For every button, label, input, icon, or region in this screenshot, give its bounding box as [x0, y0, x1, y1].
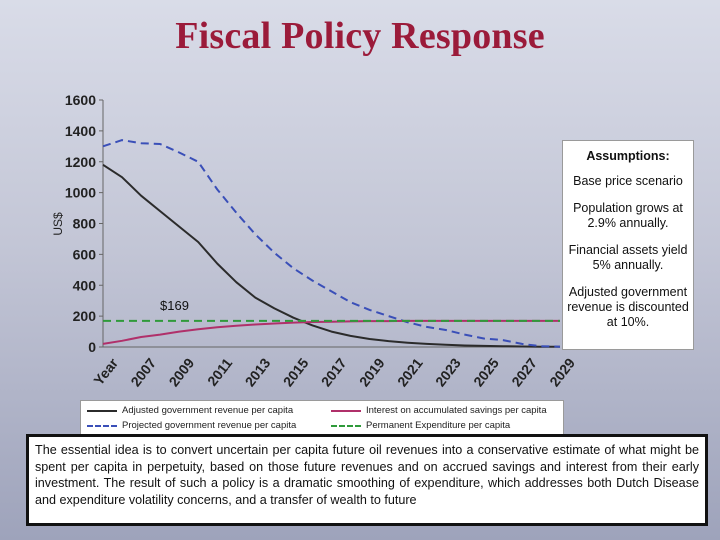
- x-tick-label: 2019: [355, 355, 388, 390]
- assumption-item: Adjusted government revenue is discounted at 10%.: [567, 285, 689, 329]
- assumption-item: Base price scenario: [573, 174, 683, 188]
- y-tick-label: 200: [72, 308, 96, 325]
- x-tick-label: Year: [90, 355, 122, 389]
- y-axis-ticks: [65, 92, 103, 355]
- y-axis-label: US$: [51, 212, 65, 236]
- x-tick-label: 2023: [432, 355, 464, 390]
- legend-item-permanent: [331, 420, 510, 431]
- legend-item-interest: [331, 405, 547, 416]
- y-tick-label: 1600: [64, 92, 96, 108]
- legend-item-adjusted: [87, 405, 293, 416]
- legend-label: Permanent Expenditure per capita: [366, 420, 511, 431]
- annotation-169: $169: [160, 298, 189, 313]
- slide-title: Fiscal Policy Response: [175, 15, 545, 57]
- x-tick-label: 2013: [241, 355, 274, 390]
- x-tick-label: 2027: [508, 355, 541, 390]
- y-tick-label: 1200: [64, 153, 96, 170]
- x-tick-label: 2007: [127, 355, 160, 390]
- assumption-item: Financial assets yield 5% annually.: [568, 243, 688, 272]
- y-tick-label: 400: [72, 277, 96, 294]
- x-tick-label: 2029: [546, 355, 579, 390]
- legend-swatch: [87, 425, 117, 427]
- y-tick-label: 1400: [64, 122, 96, 139]
- x-tick-label: 2021: [393, 355, 426, 390]
- legend-label: Adjusted government revenue per capita: [122, 405, 294, 416]
- y-tick-label: 1000: [64, 184, 96, 201]
- explanation-textbox: The essential idea is to convert uncertain per capita future oil revenues into a conservative estimate of what might be spent per capita in perpetuity, based on those future revenues and on accrued savings and interest from their early investment. The result of such a policy is a dramatic smoothing of expenditure, which addresses both Dutch Disease and expenditure volatility concerns, and a transfer of wealth to future: [26, 434, 708, 526]
- x-tick-label: 2025: [470, 355, 502, 390]
- x-tick-label: 2009: [165, 355, 198, 390]
- legend-swatch: [331, 425, 361, 427]
- x-tick-label: 2011: [204, 355, 236, 389]
- series-line-1: [103, 140, 560, 347]
- x-tick-label: 2017: [317, 355, 350, 390]
- chart-legend: [80, 400, 564, 436]
- legend-label: Interest on accumulated savings per capita: [366, 405, 547, 416]
- y-tick-label: 600: [72, 246, 96, 263]
- assumptions-box: [562, 140, 694, 350]
- y-tick-label: 800: [72, 215, 96, 232]
- y-tick-label: 0: [88, 339, 96, 355]
- legend-swatch: [87, 410, 117, 412]
- legend-swatch: [331, 410, 361, 412]
- series-layer: [103, 140, 560, 347]
- assumptions-heading: Assumptions:: [586, 149, 670, 163]
- series-line-0: [103, 165, 560, 347]
- legend-item-projected: [87, 420, 296, 431]
- x-axis-ticks: [90, 355, 578, 390]
- assumption-item: Population grows at 2.9% annually.: [573, 201, 683, 230]
- x-tick-label: 2015: [279, 355, 312, 390]
- legend-label: Projected government revenue per capita: [122, 420, 297, 431]
